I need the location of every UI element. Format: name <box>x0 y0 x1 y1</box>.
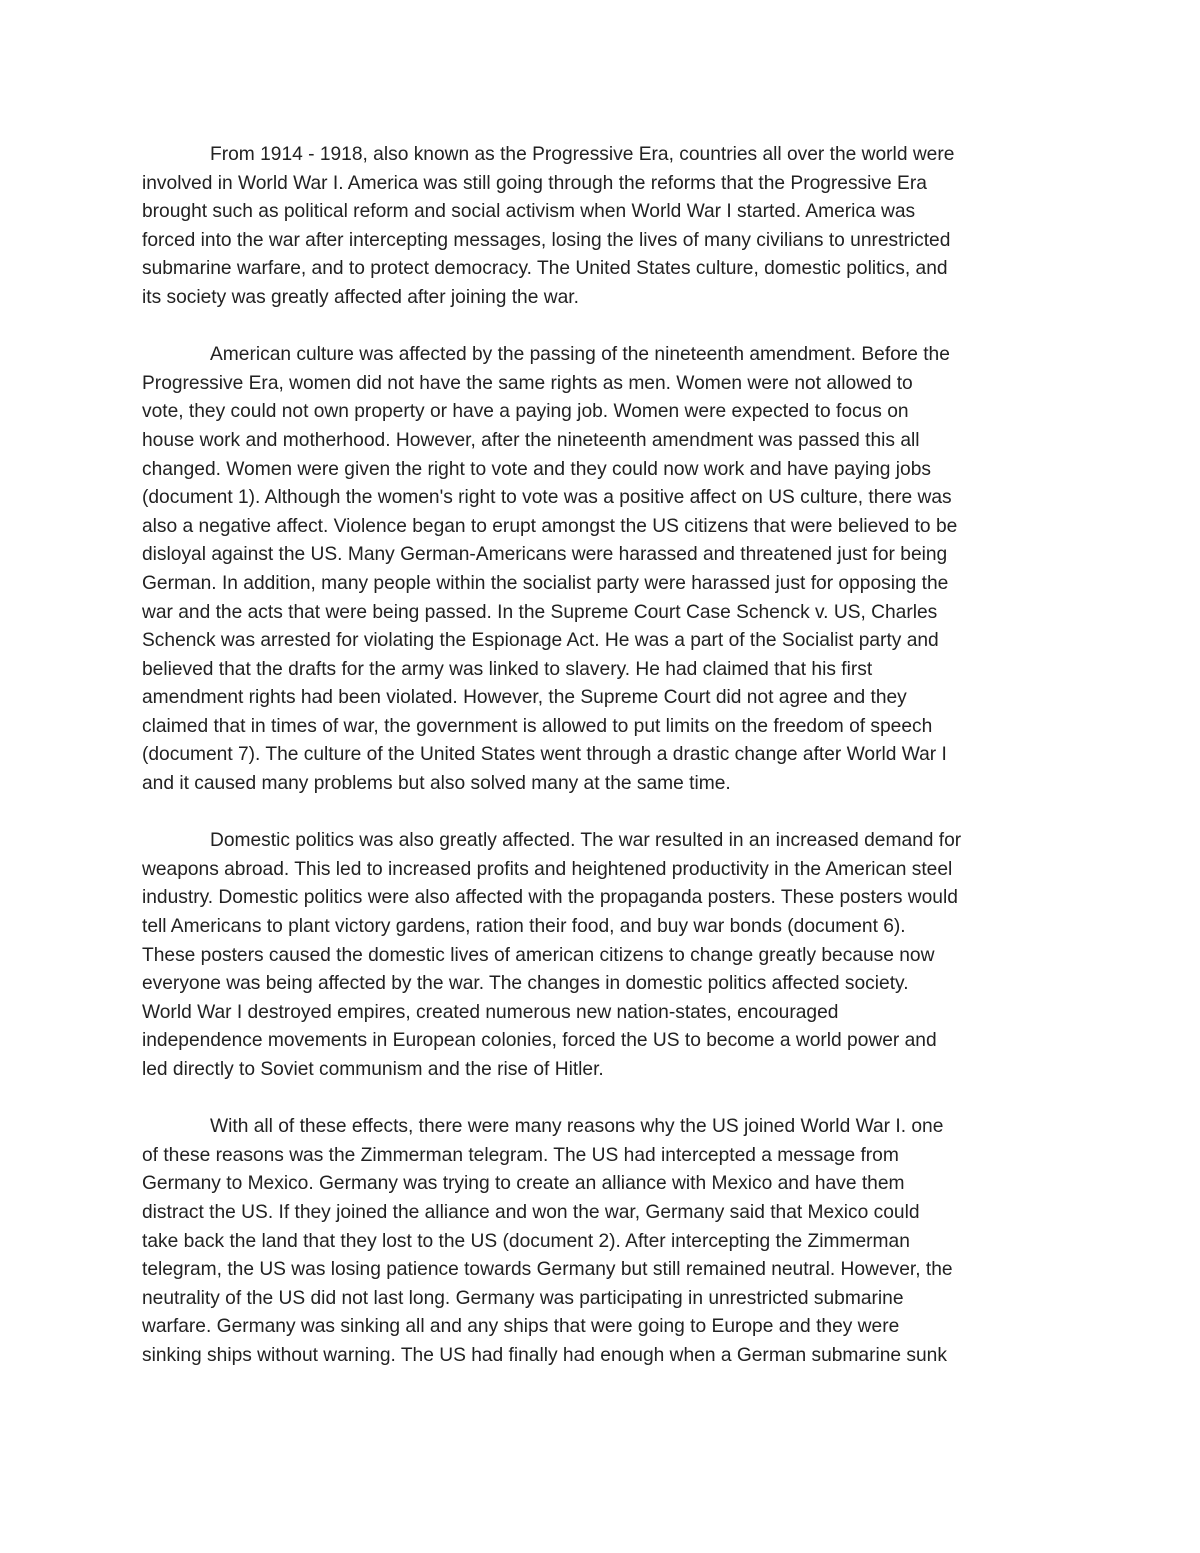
text-line: With all of these effects, there were many reasons why the US joined World War I. one <box>210 1116 944 1138</box>
paragraph-2 <box>142 341 1062 799</box>
paragraph-4 <box>142 1113 1062 1370</box>
text-line: disloyal against the US. Many German-Americans were harassed and threatened just for being <box>142 544 948 566</box>
text-line: telegram, the US was losing patience towards Germany but still remained neutral. However, the <box>142 1259 953 1281</box>
text-line: led directly to Soviet communism and the rise of Hitler. <box>142 1059 604 1080</box>
text-line: take back the land that they lost to the US (document 2). After intercepting the Zimmerman <box>142 1230 910 1252</box>
text-line: sinking ships without warning. The US had finally had enough when a German submarine sunk <box>142 1344 947 1366</box>
text-line: (document 1). Although the women's right to vote was a positive affect on US culture, there was <box>142 487 952 509</box>
text-line: weapons abroad. This led to increased profits and heightened productivity in the American steel <box>142 858 953 880</box>
text-line: claimed that in times of war, the government is allowed to put limits on the freedom of speech <box>142 715 933 737</box>
text-line: amendment rights had been violated. However, the Supreme Court did not agree and they <box>142 687 907 709</box>
text-line: Germany to Mexico. Germany was trying to create an alliance with Mexico and have them <box>142 1173 905 1195</box>
text-line: American culture was affected by the passing of the nineteenth amendment. Before the <box>210 344 950 366</box>
text-line: (document 7). The culture of the United States went through a drastic change after World War I <box>142 744 947 766</box>
text-line: believed that the drafts for the army was linked to slavery. He had claimed that his first <box>142 658 873 680</box>
text-line: everyone was being affected by the war. The changes in domestic politics affected society. <box>142 973 909 995</box>
text-line: neutrality of the US did not last long. Germany was participating in unrestricted submarine <box>142 1287 904 1309</box>
text-line: house work and motherhood. However, after the nineteenth amendment was passed this all <box>142 429 920 451</box>
text-line: forced into the war after intercepting messages, losing the lives of many civilians to unrestricted <box>142 229 951 251</box>
text-line: and it caused many problems but also solved many at the same time. <box>142 773 731 795</box>
text-line: These posters caused the domestic lives of american citizens to change greatly because now <box>142 944 935 966</box>
text-line: industry. Domestic politics were also affected with the propaganda posters. These posters would <box>142 887 958 909</box>
text-line: From 1914 - 1918, also known as the Progressive Era, countries all over the world were <box>210 144 955 165</box>
text-line: vote, they could not own property or have a paying job. Women were expected to focus on <box>142 401 909 423</box>
text-line: Schenck was arrested for violating the Espionage Act. He was a part of the Socialist party and <box>142 630 939 652</box>
text-line: distract the US. If they joined the alliance and won the war, Germany said that Mexico could <box>142 1201 920 1223</box>
text-line: changed. Women were given the right to vote and they could now work and have paying jobs <box>142 458 931 480</box>
text-line: war and the acts that were being passed. In the Supreme Court Case Schenck v. US, Charles <box>142 601 938 623</box>
text-line: tell Americans to plant victory gardens, ration their food, and buy war bonds (document 6). <box>142 916 906 938</box>
text-line: involved in World War I. America was still going through the reforms that the Progressive Era <box>142 172 927 194</box>
text-line: also a negative affect. Violence began to erupt amongst the US citizens that were believed to be <box>142 515 958 537</box>
text-line: World War I destroyed empires, created numerous new nation-states, encouraged <box>142 1001 839 1023</box>
text-line: German. In addition, many people within the socialist party were harassed just for opposing the <box>142 572 949 594</box>
paragraph-1 <box>142 141 1062 313</box>
paragraph-3 <box>142 827 1062 1084</box>
text-line: independence movements in European colonies, forced the US to become a world power and <box>142 1030 937 1052</box>
text-line: Domestic politics was also greatly affected. The war resulted in an increased demand for <box>210 830 962 852</box>
text-line: submarine warfare, and to protect democracy. The United States culture, domestic politics, and <box>142 258 948 280</box>
document-body <box>142 141 1062 1399</box>
text-line: its society was greatly affected after joining the war. <box>142 286 579 308</box>
text-line: of these reasons was the Zimmerman telegram. The US had intercepted a message from <box>142 1144 899 1166</box>
text-line: brought such as political reform and social activism when World War I started. America was <box>142 201 916 223</box>
text-line: Progressive Era, women did not have the same rights as men. Women were not allowed to <box>142 372 913 394</box>
text-line: warfare. Germany was sinking all and any ships that were going to Europe and they were <box>142 1316 900 1338</box>
